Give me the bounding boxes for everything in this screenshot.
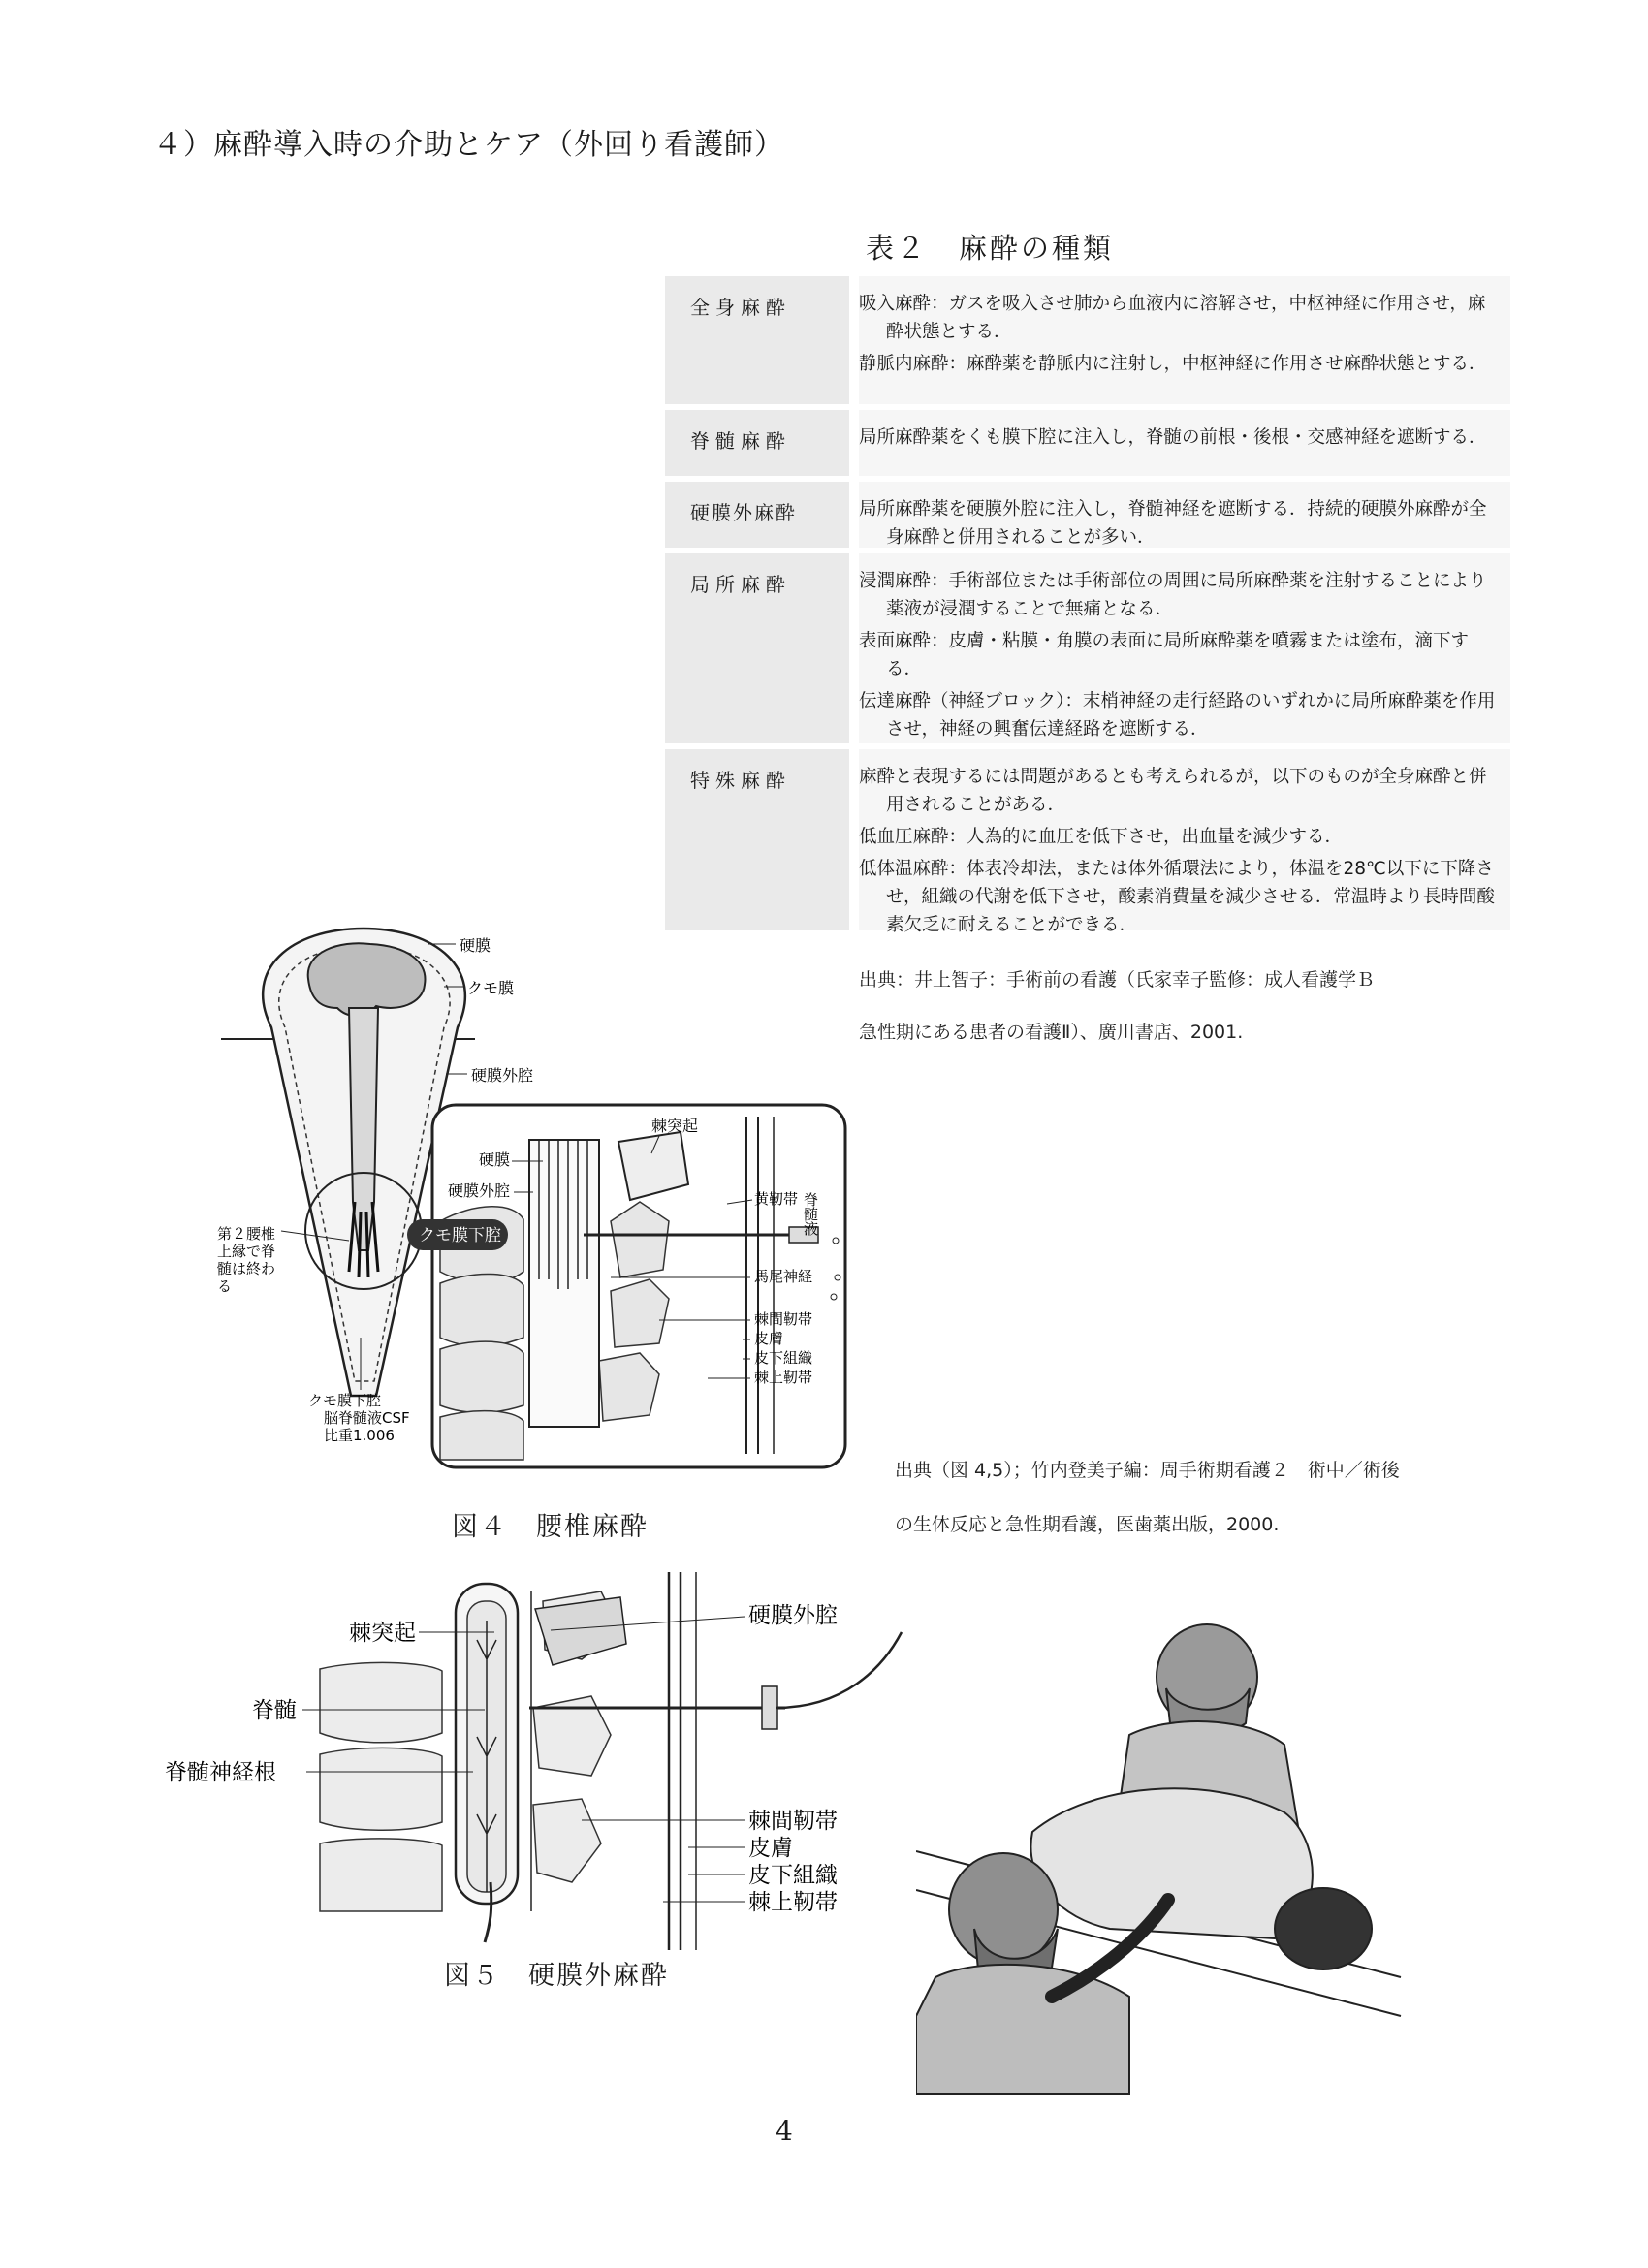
label-epidural: 硬膜外腔	[471, 1066, 534, 1085]
row-line: 麻酔と表現するには問題があるとも考えられるが，以下のものが全身麻酔と併用されることがある．	[859, 767, 1487, 815]
note-lumbar-3: 髄は終わ	[217, 1260, 276, 1277]
row-line: 吸入麻酔：ガスを吸入させ肺から血液内に溶解させ，中枢神経に作用させ，麻酔状態とする．	[859, 294, 1486, 342]
table-row	[665, 410, 1512, 476]
label-spinous: 棘突起	[349, 1621, 416, 1646]
label-supraspinous: 棘上靭帯	[748, 1890, 838, 1915]
row-line: 低血圧麻酔：人為的に血圧を低下させ，出血量を減少する．	[859, 827, 1343, 847]
label-nerve-root: 脊髄神経根	[165, 1760, 276, 1785]
label-supraspinous: 棘上靭帯	[754, 1369, 813, 1386]
figure-source	[895, 1456, 1515, 1539]
table-row	[665, 276, 1512, 404]
label-subarachnoid: クモ膜下腔	[419, 1226, 501, 1245]
label-epidural-inset: 硬膜外腔	[448, 1181, 511, 1200]
row-label: 特殊麻酔	[665, 749, 849, 930]
row-line: 浸潤麻酔：手術部位または手術部位の周囲に局所麻酔薬を注射することにより薬液が浸潤することで無痛となる．	[859, 571, 1487, 619]
note-lumbar-2: 上縁で脊	[217, 1243, 276, 1260]
row-content	[859, 410, 1510, 476]
label-subcutaneous: 皮下組織	[754, 1349, 813, 1367]
row-line: 局所麻酔薬をくも膜下腔に注入し，脊髄の前根・後根・交感神経を遮断する．	[859, 427, 1487, 448]
label-cauda-equina: 馬尾神経	[754, 1268, 813, 1285]
label-spinous: 棘突起	[651, 1117, 699, 1135]
label-interspinous: 棘間靭帯	[748, 1809, 838, 1834]
table-title: 表２ 麻酔の種類	[866, 232, 1115, 265]
row-label: 局所麻酔	[665, 553, 849, 743]
label-skin: 皮膚	[748, 1836, 793, 1861]
section-heading: ４）麻酔導入時の介助とケア（外回り看護師）	[153, 128, 784, 162]
label-dura-inset: 硬膜	[479, 1150, 511, 1169]
patient-positioning-illustration	[916, 1609, 1420, 2113]
row-content	[859, 749, 1510, 935]
page-number: 4	[776, 2115, 793, 2147]
row-content	[859, 482, 1510, 548]
note-lumbar-4: る	[217, 1277, 233, 1295]
anesthesia-types-table	[665, 276, 1512, 935]
row-label: 全身麻酔	[665, 276, 849, 404]
label-interspinous: 棘間靭帯	[754, 1310, 813, 1328]
table-row	[665, 482, 1512, 548]
source-line: 出典（図 4,5）；竹内登美子編：周手術期看護２ 術中／術後	[895, 1460, 1400, 1481]
label-skin: 皮膚	[754, 1330, 784, 1347]
row-label: 硬膜外麻酔	[665, 482, 849, 548]
table-row	[665, 749, 1512, 935]
label-dura: 硬膜	[460, 936, 491, 955]
epidural-anesthesia-figure	[165, 1562, 979, 1950]
label-arachnoid: クモ膜	[467, 979, 515, 997]
label-epidural-space: 硬膜外腔	[748, 1603, 838, 1628]
label-csf: 脊髄液	[802, 1192, 819, 1236]
figure4-caption: 図４ 腰椎麻酔	[452, 1512, 649, 1542]
row-line: 局所麻酔薬を硬膜外腔に注入し，脊髄神経を遮断する．持続的硬膜外麻酔が全身麻酔と併用されることが多い．	[859, 499, 1487, 548]
figure5-caption: 図５ 硬膜外麻酔	[444, 1961, 669, 1991]
source-line: の生体反応と急性期看護，医歯薬出版，2000.	[895, 1514, 1280, 1535]
row-line: 表面麻酔：皮膚・粘膜・角膜の表面に局所麻酔薬を噴霧または塗布，滴下する．	[859, 631, 1470, 679]
table-row	[665, 553, 1512, 743]
row-label: 脊髄麻酔	[665, 410, 849, 476]
label-spinal-cord: 脊髄	[252, 1698, 297, 1723]
table-source	[859, 965, 1499, 1047]
label-yellow-ligament: 黄靭帯	[754, 1190, 799, 1208]
note-subarachnoid-1: クモ膜下腔	[308, 1392, 382, 1409]
note-subarachnoid-2: 脳脊髄液CSF	[324, 1409, 410, 1427]
row-line: 低体温麻酔：体表冷却法，または体外循環法により，体温を28℃以下に下降させ，組織の代謝を低下させ，酸素消費量を減少させる．常温時より長時間酸素欠乏に耐えることができる．	[859, 859, 1495, 935]
source-line: 急性期にある患者の看護Ⅱ）、廣川書店、2001.	[859, 1022, 1244, 1043]
source-line: 出典：井上智子：手術前の看護（氏家幸子監修：成人看護学Ｂ	[859, 969, 1376, 991]
row-line: 静脈内麻酔：麻酔薬を静脈内に注射し，中枢神経に作用させ麻酔状態とする．	[859, 354, 1487, 374]
row-content	[859, 553, 1510, 743]
label-subcutaneous: 皮下組織	[748, 1863, 838, 1888]
lumbar-anesthesia-figure	[204, 911, 863, 1493]
note-subarachnoid-3: 比重1.006	[324, 1427, 395, 1444]
note-lumbar-1: 第２腰椎	[217, 1225, 276, 1243]
row-content	[859, 276, 1510, 404]
row-line: 伝達麻酔（神経ブロック）：末梢神経の走行経路のいずれかに局所麻酔薬を作用させ，神経の興奮伝達経路を遮断する．	[859, 691, 1496, 740]
